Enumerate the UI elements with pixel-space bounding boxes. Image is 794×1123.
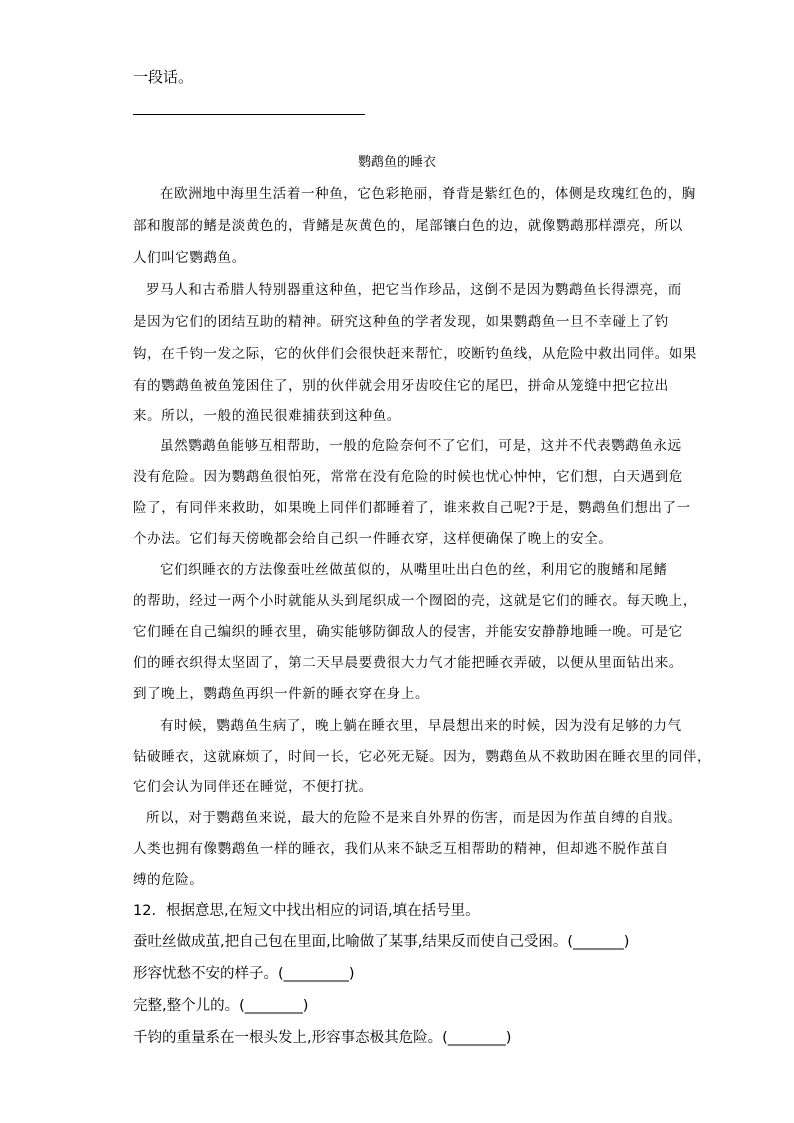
answer-blank-line: [133, 114, 365, 115]
article-line: 部和腹部的鳍是淡黄色的，背鳍是灰黄色的，尾部镶白色的边，就像鹦鹉那样漂亮，所以: [133, 218, 683, 234]
article-line: 所以，对于鹦鹉鱼来说，最大的危险不是来自外界的伤害，而是因为作茧自缚的自戕。: [146, 810, 682, 826]
article-line: 的帮助，经过一两个小时就能从头到尾织成一个囫囵的壳，这就是它们的睡衣。每天晚上，: [133, 593, 697, 609]
article-line: 们的睡衣织得太坚固了，第二天早晨要费很大力气才能把睡衣弄破，以便从里面钻出来。: [133, 655, 683, 671]
article-line: 没有危险。因为鹦鹉鱼很怕死，常常在没有危险的时候也忧心忡忡，它们想，白天遇到危: [133, 469, 683, 485]
question-title: 12．根据意思,在短文中找出相应的词语,填在括号里。: [133, 903, 480, 919]
article-line: 到了晚上，鹦鹉鱼再织一件新的睡衣穿在身上。: [133, 686, 430, 702]
article-line: 它们会认为同伴还在睡觉，不便打扰。: [133, 779, 373, 795]
article-line: 在欧洲地中海里生活着一种鱼，它色彩艳丽，脊背是紫红色的，体侧是玫瑰红色的，胸: [160, 186, 696, 202]
article-line: 罗马人和古希腊人特别器重这种鱼，把它当作珍品，这倒不是因为鹦鹉鱼长得漂亮，而: [146, 282, 682, 298]
article-line: 是因为它们的团结互助的精神。研究这种鱼的学者发现，如果鹦鹉鱼一旦不幸碰上了钓: [133, 314, 669, 330]
article-line: 来。所以，一般的渔民很难捕获到这种鱼。: [133, 408, 401, 424]
article-line: 险了，有同伴来救助，如果晚上同伴们都睡着了，谁来救自己呢?于是，鹦鹉鱼们想出了一: [133, 500, 691, 516]
article-title: 鹦鹉鱼的睡衣: [357, 155, 436, 170]
article-line: 虽然鹦鹉鱼能够互相帮助，一般的危险奈何不了它们，可是，这并不代表鹦鹉鱼永远: [160, 438, 682, 454]
article-line: 钩，在千钧一发之际，它的伙伴们会很快赶来帮忙，咬断钓鱼线，从危险中救出同伴。如果: [133, 346, 697, 362]
article-line: 有时候，鹦鹉鱼生病了，晚上躺在睡衣里，早晨想出来的时候，因为没有足够的力气: [160, 718, 682, 734]
intro-text: 一段话。: [133, 68, 194, 86]
article-line: 它们睡在自己编织的睡衣里，确实能够防御敌人的侵害，并能安安静静地睡一晚。可是它: [133, 624, 683, 640]
question-item: 千钧的重量系在一根头发上,形容事态极其危险。(________): [133, 1030, 512, 1046]
question-item: 完整,整个儿的。(________): [133, 998, 309, 1014]
question-item: 形容忧愁不安的样子。(_________): [133, 966, 355, 982]
question-item: 蚕吐丝做成茧,把自己包在里面,比喻做了某事,结果反而使自己受困。(_______): [133, 934, 630, 950]
article-line: 钻破睡衣，这就麻烦了，时间一长，它必死无疑。因为，鹦鹉鱼从不救助困在睡衣里的同伴，: [133, 749, 712, 765]
article-line: 它们织睡衣的方法像蚕吐丝做茧似的，从嘴里吐出白色的丝，利用它的腹鳍和尾鳍: [160, 562, 668, 578]
article-line: 个办法。它们每天傍晚都会给自己织一件睡衣穿，这样便确保了晚上的安全。: [133, 531, 613, 547]
article-line: 缚的危险。: [133, 872, 204, 888]
article-line: 人们叫它鹦鹉鱼。: [133, 250, 246, 266]
article-line: 有的鹦鹉鱼被鱼笼困住了，别的伙伴就会用牙齿咬住它的尾巴，拼命从笼缝中把它拉出: [133, 378, 669, 394]
article-line: 人类也拥有像鹦鹉鱼一样的睡衣，我们从来不缺乏互相帮助的精神，但却逃不脱作茧自: [133, 841, 669, 857]
